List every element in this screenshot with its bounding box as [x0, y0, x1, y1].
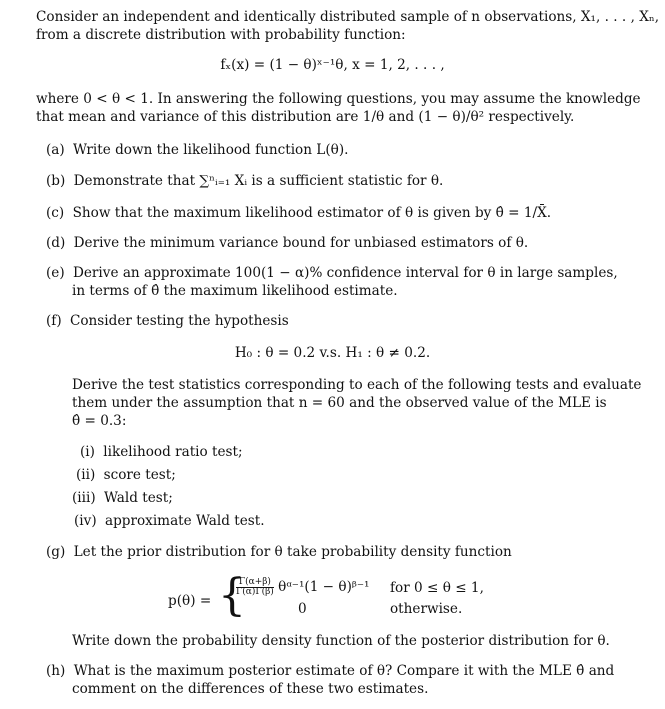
subitem-iii-text: Wald test;	[103, 490, 173, 506]
gamma-fraction-numerator: Γ(α+β)	[236, 578, 274, 588]
part-a-text: Write down the likelihood function L(θ).	[73, 142, 349, 158]
subitem-i	[80, 443, 243, 461]
part-f	[46, 312, 289, 330]
prior-lhs: p(θ) =	[168, 593, 212, 609]
part-g	[46, 543, 512, 561]
subitem-i-text: likelihood ratio test;	[103, 444, 243, 460]
part-b	[46, 172, 443, 190]
part-g-label: (g)	[46, 544, 66, 560]
intro-line-3: where 0 < θ < 1. In answering the following questions, you may assume the knowledge	[36, 91, 641, 107]
hypothesis-formula: H₀ : θ = 0.2 v.s. H₁ : θ ≠ 0.2.	[234, 345, 431, 361]
subitem-i-label: (i)	[80, 444, 95, 460]
subitem-iv-label: (iv)	[74, 513, 97, 529]
prior-case-1-cond: for 0 ≤ θ ≤ 1,	[390, 580, 484, 596]
subitem-ii-label: (ii)	[76, 467, 96, 483]
gamma-fraction-denominator: Γ(α)Γ(β)	[236, 587, 274, 597]
subitem-iii	[72, 489, 173, 507]
part-f-text-3: them under the assumption that n = 60 and the observed value of the MLE is	[72, 395, 607, 411]
subitem-iii-label: (iii)	[72, 490, 96, 506]
intro-line-2: from a discrete distribution with probability function:	[36, 27, 406, 43]
subitem-ii-text: score test;	[103, 467, 176, 483]
part-f-text-4: θ̂ = 0.3:	[72, 413, 127, 429]
part-h-text-1: What is the maximum posterior estimate of θ? Compare it with the MLE θ̂ and	[73, 663, 615, 679]
part-d-text: Derive the minimum variance bound for unbiased estimators of θ.	[73, 235, 529, 251]
part-d	[46, 234, 528, 252]
part-h	[46, 662, 614, 680]
part-b-text: Demonstrate that ∑ⁿᵢ₌₁ Xᵢ is a sufficient statistic for θ.	[73, 173, 444, 189]
part-e-text-1: Derive an approximate 100(1 − α)% confidence interval for θ in large samples,	[72, 265, 618, 281]
prior-case-1	[236, 578, 369, 597]
part-h-text-2: comment on the differences of these two estimates.	[72, 681, 429, 697]
part-c	[46, 204, 551, 222]
part-e-label: (e)	[46, 265, 65, 281]
prior-case-1-expr: θᵅ⁻¹(1 − θ)ᵝ⁻¹	[278, 579, 370, 595]
part-f-text-2: Derive the test statistics corresponding to each of the following tests and evaluate	[72, 377, 642, 393]
part-d-label: (d)	[46, 235, 66, 251]
intro-line-1: Consider an independent and identically distributed sample of n observations, X₁, . . . , Xₙ,	[36, 9, 660, 25]
part-c-text: Show that the maximum likelihood estimator of θ is given by θ̂ = 1/X̄.	[72, 205, 552, 221]
part-e-text-2: in terms of θ̂ the maximum likelihood estimate.	[72, 283, 398, 299]
part-f-text: Consider testing the hypothesis	[69, 313, 289, 329]
subitem-ii	[76, 466, 176, 484]
probability-function-formula: fₓ(x) = (1 − θ)ˣ⁻¹θ, x = 1, 2, . . . ,	[220, 57, 445, 73]
subitem-iv-text: approximate Wald test.	[104, 513, 265, 529]
part-h-label: (h)	[46, 663, 66, 679]
part-a	[46, 141, 348, 159]
subitem-iv	[74, 512, 265, 530]
part-e	[46, 264, 618, 282]
prior-case-2-expr: 0	[298, 601, 307, 617]
gamma-fraction	[236, 578, 274, 597]
part-g-text: Let the prior distribution for θ take probability density function	[73, 544, 512, 560]
part-a-label: (a)	[46, 142, 65, 158]
part-g-text-2: Write down the probability density function of the posterior distribution for θ.	[72, 633, 610, 649]
part-c-label: (c)	[46, 205, 65, 221]
piecewise-brace: {	[218, 570, 246, 621]
intro-line-4: that mean and variance of this distribution are 1/θ and (1 − θ)/θ² respectively.	[36, 109, 575, 125]
part-f-label: (f)	[46, 313, 62, 329]
prior-case-2-cond: otherwise.	[390, 601, 463, 617]
part-b-label: (b)	[46, 173, 66, 189]
